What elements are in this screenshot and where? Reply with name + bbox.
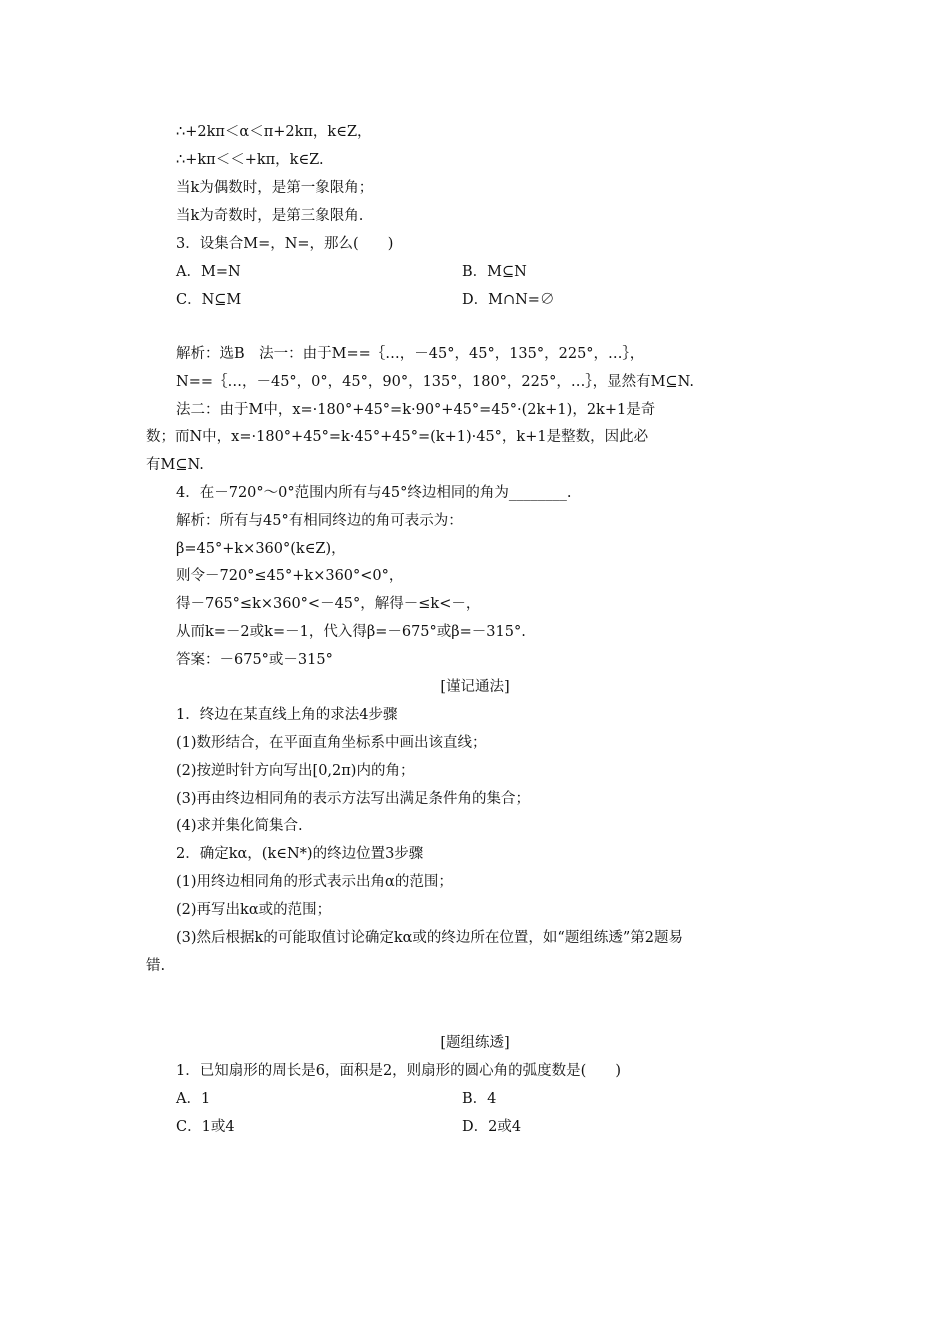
option-c: C．N⊆M (176, 292, 242, 308)
solution-line: 当k为偶数时，是第一象限角； (176, 180, 374, 196)
solution-line: 有M⊆N. (146, 457, 204, 473)
option-c: C．1或4 (176, 1119, 235, 1135)
solution-line: β=45°+k×360°(k∈Z)， (176, 541, 346, 557)
question-stem: 1．已知扇形的周长是6，面积是2，则扇形的圆心角的弧度数是( ) (176, 1063, 621, 1079)
solution-line: 得－765°≤k×360°<－45°，解得－≤k<－， (176, 596, 481, 612)
method-line: (4)求并集化简集合. (176, 818, 303, 834)
question-stem: 4．在－720°～0°范围内所有与45°终边相同的角为________. (176, 485, 572, 501)
option-a: A．M=N (176, 264, 241, 280)
solution-line: 则令－720°≤45°+k×360°<0°， (176, 568, 404, 584)
option-a: A．1 (176, 1091, 211, 1107)
section-heading: [谨记通法] (440, 679, 510, 695)
method-line: 错. (146, 958, 166, 974)
method-line: (3)然后根据k的可能取值讨论确定kα或的终边所在位置，如“题组练透”第2题易 (176, 930, 683, 946)
solution-line: ∴+kπ＜＜+kπ，k∈Z. (176, 152, 324, 168)
method-line: (3)再由终边相同角的表示方法写出满足条件角的集合； (176, 791, 531, 807)
option-d: D．M∩N=∅ (462, 292, 555, 308)
question-stem: 3．设集合M=，N=，那么( ) (176, 236, 394, 252)
section-heading: [题组练透] (440, 1035, 510, 1051)
solution-line: 解析：选B 法一：由于M==｛…，－45°，45°，135°，225°，…｝， (176, 346, 645, 362)
method-line: (1)用终边相同角的形式表示出角α的范围； (176, 874, 453, 890)
solution-line: 解析：所有与45°有相同终边的角可表示为： (176, 513, 463, 529)
option-b: B．M⊆N (462, 264, 527, 280)
option-b: B．4 (462, 1091, 497, 1107)
method-line: 1．终边在某直线上角的求法4步骤 (176, 707, 398, 723)
solution-line: 当k为奇数时，是第三象限角. (176, 208, 364, 224)
method-line: 2．确定kα，(k∈N*)的终边位置3步骤 (176, 846, 424, 862)
method-line: (2)再写出kα或的范围； (176, 902, 332, 918)
solution-line: 法二：由于M中，x=·180°+45°=k·90°+45°=45°·(2k+1)，2k+1是奇 (176, 402, 656, 418)
solution-line: 数；而N中，x=·180°+45°=k·45°+45°=(k+1)·45°，k+1是整数，因此必 (146, 429, 649, 445)
method-line: (2)按逆时针方向写出[0,2π)内的角； (176, 763, 415, 779)
option-d: D．2或4 (462, 1119, 522, 1135)
solution-line: ∴+2kπ＜α＜π+2kπ，k∈Z， (176, 124, 372, 140)
solution-line: N==｛…，－45°，0°，45°，90°，135°，180°，225°，…｝，显然有M⊆N. (176, 374, 694, 390)
solution-line: 从而k=－2或k=－1，代入得β=－675°或β=－315°. (176, 624, 526, 640)
answer-line: 答案：－675°或－315° (176, 652, 333, 668)
method-line: (1)数形结合，在平面直角坐标系中画出该直线； (176, 735, 487, 751)
